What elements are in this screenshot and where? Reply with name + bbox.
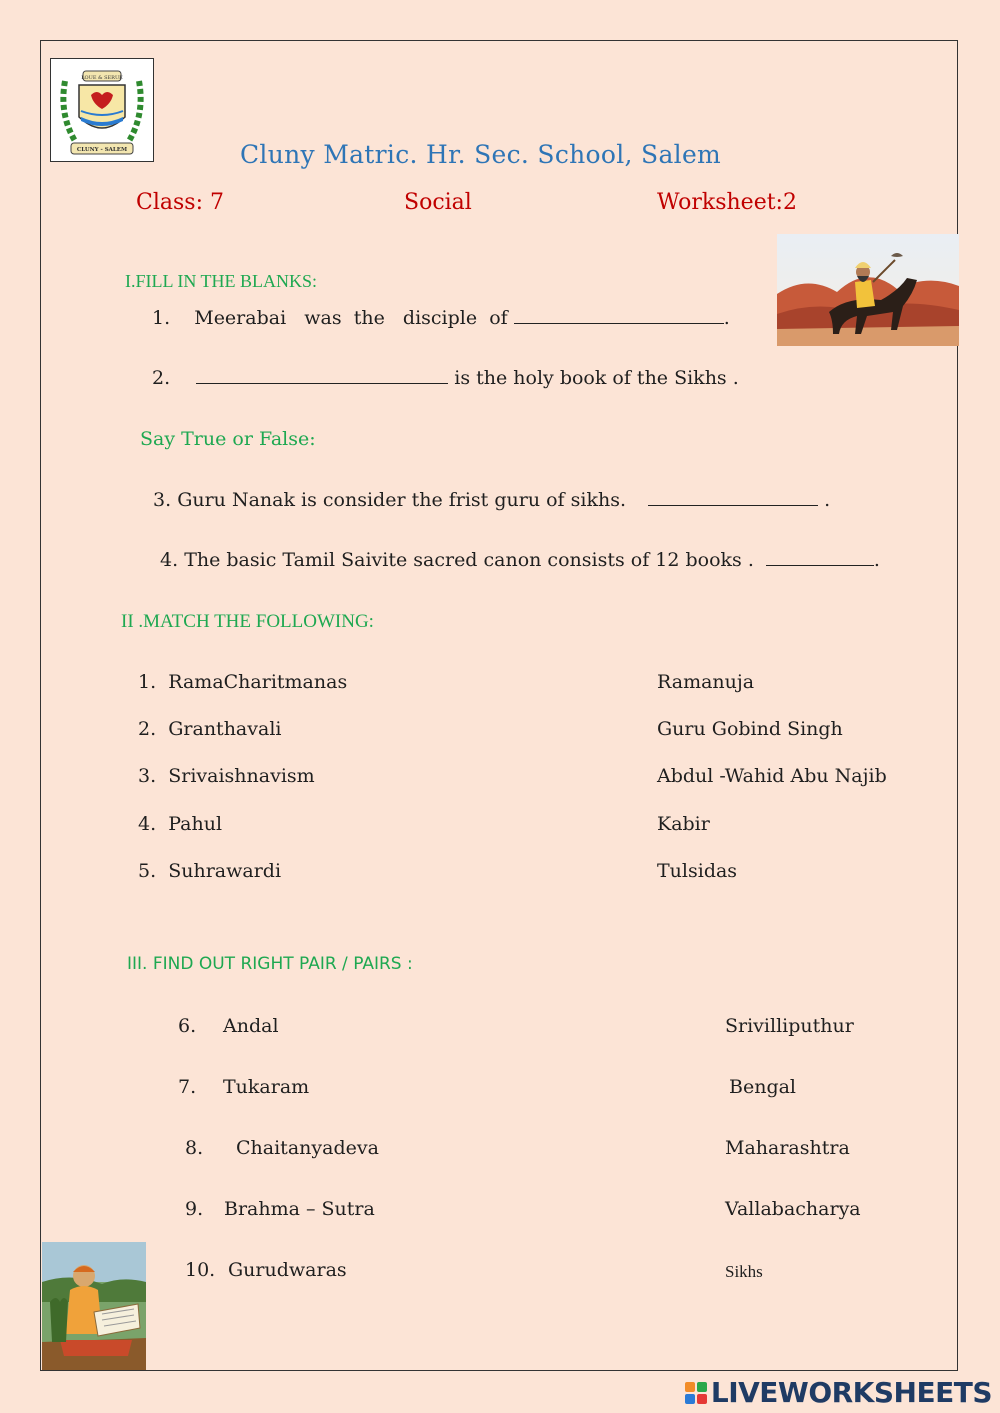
pair-left-8: Chaitanyadeva <box>236 1137 379 1159</box>
match-left-1: 1. RamaCharitmanas <box>138 671 348 693</box>
question-2 <box>152 367 739 389</box>
question-number: 3. <box>153 489 172 511</box>
answer-blank-4[interactable] <box>766 551 874 566</box>
match-right-5[interactable]: Tulsidas <box>657 860 738 882</box>
pair-left-9: Brahma – Sutra <box>224 1198 375 1220</box>
class-label: Class: 7 <box>136 190 224 215</box>
pair-right-8: Maharashtra <box>725 1137 850 1159</box>
match-right-3[interactable]: Abdul -Wahid Abu Najib <box>657 765 887 787</box>
question-end: . <box>824 489 831 511</box>
pair-number-6: 6. <box>178 1015 197 1037</box>
liveworksheets-brand-text: LIVEWORKSHEETS <box>710 1376 992 1409</box>
school-logo <box>50 58 154 162</box>
pair-left-6: Andal <box>223 1015 279 1037</box>
pair-number-8: 8. <box>185 1137 204 1159</box>
true-false-title: Say True or False: <box>140 428 316 450</box>
school-name: Cluny Matric. Hr. Sec. School, Salem <box>240 140 722 169</box>
pair-right-6: Srivilliputhur <box>725 1015 854 1037</box>
match-right-4[interactable]: Kabir <box>657 813 710 835</box>
question-number: 4. <box>160 549 179 571</box>
school-crest-icon <box>51 59 153 161</box>
question-number: 1. <box>152 307 171 329</box>
guru-horse-illustration-icon <box>777 234 959 346</box>
saint-writing-image <box>42 1242 146 1370</box>
pair-left-10: Gurudwaras <box>228 1259 347 1281</box>
match-left-4: 4. Pahul <box>138 813 223 835</box>
question-1 <box>152 307 730 329</box>
question-text: The basic Tamil Saivite sacred canon consists of 12 books . <box>184 549 754 571</box>
question-text: Meerabai was the disciple of <box>194 307 508 329</box>
answer-blank-2[interactable] <box>196 369 448 384</box>
match-right-2[interactable]: Guru Gobind Singh <box>657 718 843 740</box>
match-left-2: 2. Granthavali <box>138 718 282 740</box>
liveworksheets-logo <box>685 1376 992 1409</box>
question-text: is the holy book of the Sikhs . <box>454 367 739 389</box>
answer-blank-1[interactable] <box>514 309 724 324</box>
question-text: Guru Nanak is consider the frist guru of sikhs. <box>177 489 626 511</box>
question-4 <box>160 549 880 571</box>
section-match-title: II .MATCH THE FOLLOWING: <box>121 611 374 632</box>
question-number: 2. <box>152 367 171 389</box>
worksheet-label: Worksheet:2 <box>657 190 797 215</box>
question-end: . <box>723 307 730 329</box>
section-fill-blanks-title: I.FILL IN THE BLANKS: <box>125 271 317 291</box>
answer-blank-3[interactable] <box>648 491 818 506</box>
section-pairs-title: III. FIND OUT RIGHT PAIR / PAIRS : <box>127 954 413 974</box>
pair-number-7: 7. <box>178 1076 197 1098</box>
svg-text:CLUNY - SALEM: CLUNY - SALEM <box>76 147 128 153</box>
match-right-1[interactable]: Ramanuja <box>657 671 755 693</box>
liveworksheets-mark-icon <box>685 1382 707 1404</box>
saint-writing-illustration-icon <box>42 1242 146 1370</box>
question-end: . <box>873 549 880 571</box>
question-3 <box>153 489 830 511</box>
pair-number-10: 10. <box>185 1259 216 1281</box>
match-left-3: 3. Srivaishnavism <box>138 765 315 787</box>
pair-right-9: Vallabacharya <box>725 1198 861 1220</box>
match-left-5: 5. Suhrawardi <box>138 860 282 882</box>
pair-number-9: 9. <box>185 1198 204 1220</box>
svg-text:LOUE & SERUE: LOUE & SERUE <box>81 75 123 81</box>
pair-right-7: Bengal <box>729 1076 797 1098</box>
pair-right-10: Sikhs <box>725 1262 763 1281</box>
guru-horse-image <box>777 234 959 346</box>
pair-left-7: Tukaram <box>223 1076 310 1098</box>
subject-label: Social <box>404 190 472 215</box>
